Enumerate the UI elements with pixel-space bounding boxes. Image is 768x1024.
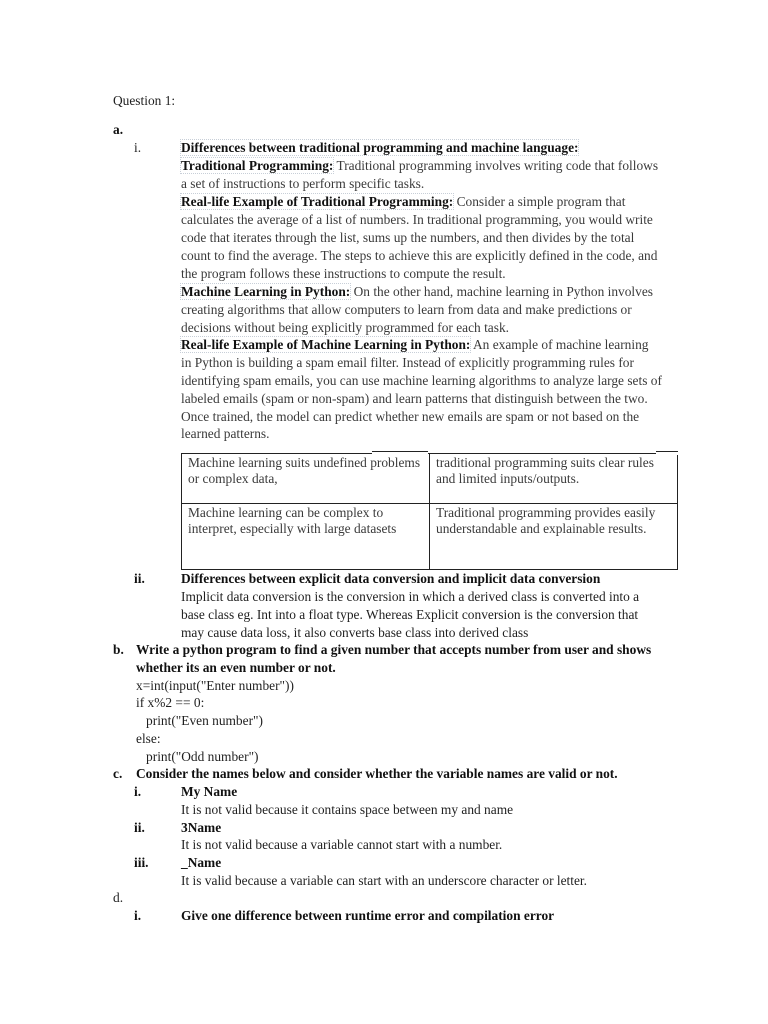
ml-example-line5: Once trained, the model can predict whether new emails are spam or not based on the bbox=[181, 409, 640, 424]
ml-heading: Machine Learning in Python: bbox=[181, 284, 351, 299]
ml-example-heading: Real-life Example of Machine Learning in Python: bbox=[181, 337, 471, 352]
item-c-ii-name: 3Name bbox=[181, 820, 222, 835]
table-border-notch bbox=[372, 451, 428, 455]
section-a-label: a. bbox=[113, 122, 124, 137]
item-a-i-heading: Differences between traditional programming and machine language: bbox=[181, 140, 579, 155]
item-a-ii-heading: Differences between explicit data conversion and implicit data conversion bbox=[181, 571, 601, 586]
trad-paragraph-line1: Traditional Programming: Traditional programming involves writing code that follows bbox=[181, 158, 659, 173]
code-line: else: bbox=[136, 731, 161, 746]
trad-example-line3: code that iterates through the list, sums up the numbers, and then divides by the total bbox=[181, 230, 635, 245]
section-b-heading2: whether its an even number or not. bbox=[136, 660, 336, 675]
trad-heading: Traditional Programming: bbox=[181, 158, 334, 173]
trad-example-line4: count to find the average. The steps to achieve this are explicitly defined in the code, and bbox=[181, 248, 658, 263]
section-c-heading: Consider the names below and consider whether the variable names are valid or not. bbox=[136, 766, 618, 781]
ml-paragraph-line3: decisions without being explicitly programmed for each task. bbox=[181, 320, 509, 335]
section-d-label: d. bbox=[113, 890, 124, 905]
trad-example-heading: Real-life Example of Traditional Programming: bbox=[181, 194, 454, 209]
item-c-iii-name: _Name bbox=[181, 855, 222, 870]
code-line: x=int(input("Enter number")) bbox=[136, 678, 294, 693]
item-a-ii-text2: base class eg. Int into a float type. Whereas Explicit conversion is the conversion that bbox=[181, 607, 639, 622]
table-cell: Machine learning can be complex to interpret, especially with large datasets bbox=[182, 504, 430, 570]
code-line: if x%2 == 0: bbox=[136, 695, 205, 710]
item-a-ii-label: ii. bbox=[134, 571, 145, 586]
code-line: print("Even number") bbox=[136, 713, 263, 728]
item-c-iii-label: iii. bbox=[134, 855, 149, 870]
item-c-i-label: i. bbox=[134, 784, 142, 799]
ml-example-line6: learned patterns. bbox=[181, 426, 270, 441]
ml-paragraph-line2: creating algorithms that allow computers to learn from data and make predictions or bbox=[181, 302, 632, 317]
trad-paragraph-line2: a set of instructions to perform specific tasks. bbox=[181, 176, 425, 191]
table-row bbox=[182, 504, 678, 570]
item-c-iii-text: It is valid because a variable can start with an underscore character or letter. bbox=[181, 873, 587, 888]
question-title: Question 1: bbox=[113, 93, 176, 108]
ml-example-line3: identifying spam emails, you can use machine learning algorithms to analyze large sets of bbox=[181, 373, 662, 388]
table-border-notch bbox=[656, 451, 678, 455]
ml-example-line1: Real-life Example of Machine Learning in Python: An example of machine learning bbox=[181, 337, 649, 352]
trad-example-line2: calculates the average of a list of numbers. In traditional programming, you would write bbox=[181, 212, 653, 227]
item-d-i-heading: Give one difference between runtime error and compilation error bbox=[181, 908, 555, 923]
item-a-ii-text3: may cause data loss, it also converts base class into derived class bbox=[181, 625, 529, 640]
item-a-ii-text1: Implicit data conversion is the conversion in which a derived class is converted into a bbox=[181, 589, 640, 604]
item-a-i-label: i. bbox=[134, 140, 142, 155]
code-line: print("Odd number") bbox=[136, 749, 259, 764]
section-c-label: c. bbox=[113, 766, 123, 781]
item-c-i-text: It is not valid because it contains space between my and name bbox=[181, 802, 514, 817]
item-d-i-label: i. bbox=[134, 908, 142, 923]
ml-paragraph-line1: Machine Learning in Python: On the other hand, machine learning in Python involves bbox=[181, 284, 653, 299]
section-b-label: b. bbox=[113, 642, 124, 657]
comparison-table bbox=[181, 453, 678, 570]
ml-example-line2: in Python is building a spam email filter. Instead of explicitly programming rules for bbox=[181, 355, 634, 370]
table-cell: Machine learning suits undefined problems or complex data, bbox=[182, 454, 430, 504]
item-c-ii-text: It is not valid because a variable cannot start with a number. bbox=[181, 837, 503, 852]
table-cell: traditional programming suits clear rules and limited inputs/outputs. bbox=[430, 454, 678, 504]
section-b-heading1: Write a python program to find a given number that accepts number from user and shows bbox=[136, 642, 652, 657]
ml-example-line4: labeled emails (spam or non-spam) and learn patterns that distinguish between the two. bbox=[181, 391, 648, 406]
item-c-ii-label: ii. bbox=[134, 820, 145, 835]
table-cell: Traditional programming provides easily understandable and explainable results. bbox=[430, 504, 678, 570]
trad-example-line5: the program follows these instructions to compute the result. bbox=[181, 266, 506, 281]
trad-example-line1: Real-life Example of Traditional Programming: Consider a simple program that bbox=[181, 194, 626, 209]
item-c-i-name: My Name bbox=[181, 784, 238, 799]
table-row bbox=[182, 454, 678, 504]
